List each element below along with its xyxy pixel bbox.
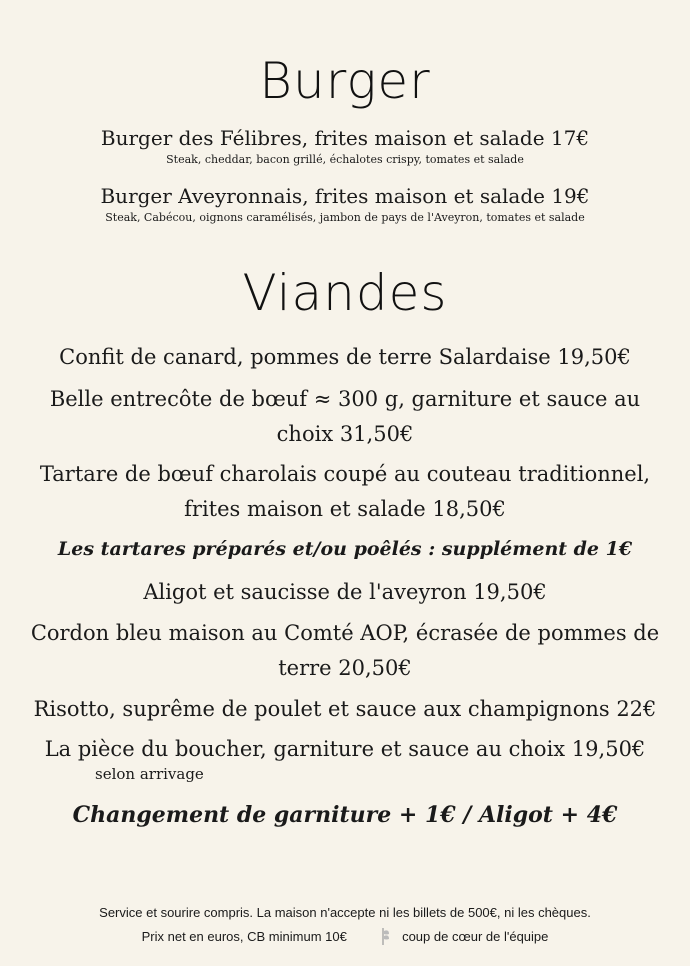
viande-item: La pièce du boucher, garniture et sauce au choix 19,50€ <box>44 737 646 761</box>
burger-item-name: Burger Aveyronnais, frites maison et salade 19€ <box>100 184 590 208</box>
wheat-icon <box>378 926 392 949</box>
viande-item: Tartare de bœuf charolais coupé au couteau traditionnel, <box>39 462 651 486</box>
viande-item-note: selon arrivage <box>95 765 204 783</box>
footer-price-line <box>0 926 690 949</box>
burger-item-description: Steak, cheddar, bacon grillé, échalotes crispy, tomates et salade <box>166 153 524 166</box>
viande-item-continued: choix 31,50€ <box>276 422 414 446</box>
viande-item: Aligot et saucisse de l'aveyron 19,50€ <box>143 580 547 604</box>
garniture-change-note: Changement de garniture + 1€ / Aligot + 4€ <box>72 802 618 828</box>
tartare-supplement-note: Les tartares préparés et/ou poêlés : supplément de 1€ <box>57 538 633 560</box>
viande-item-continued: terre 20,50€ <box>278 656 412 680</box>
burger-section-title: Burger <box>259 52 431 110</box>
burger-item-name: Burger des Félibres, frites maison et salade 17€ <box>100 126 590 150</box>
viandes-section-title: Viandes <box>242 264 448 322</box>
burger-item-description: Steak, Cabécou, oignons caramélisés, jambon de pays de l'Aveyron, tomates et salade <box>105 211 585 224</box>
viande-item: Confit de canard, pommes de terre Salardaise 19,50€ <box>59 345 631 369</box>
viande-item: Belle entrecôte de bœuf ≈ 300 g, garniture et sauce au <box>49 387 641 411</box>
viande-item: Risotto, suprême de poulet et sauce aux champignons 22€ <box>33 697 657 721</box>
footer-price-text: Prix net en euros, CB minimum 10€ <box>141 928 347 944</box>
viande-item: Cordon bleu maison au Comté AOP, écrasée de pommes de <box>30 621 660 645</box>
viande-item-continued: frites maison et salade 18,50€ <box>184 497 506 521</box>
footer-legend-text: coup de cœur de l'équipe <box>402 928 549 944</box>
footer-service-line: Service et sourire compris. La maison n'accepte ni les billets de 500€, ni les chèques. <box>99 905 591 920</box>
